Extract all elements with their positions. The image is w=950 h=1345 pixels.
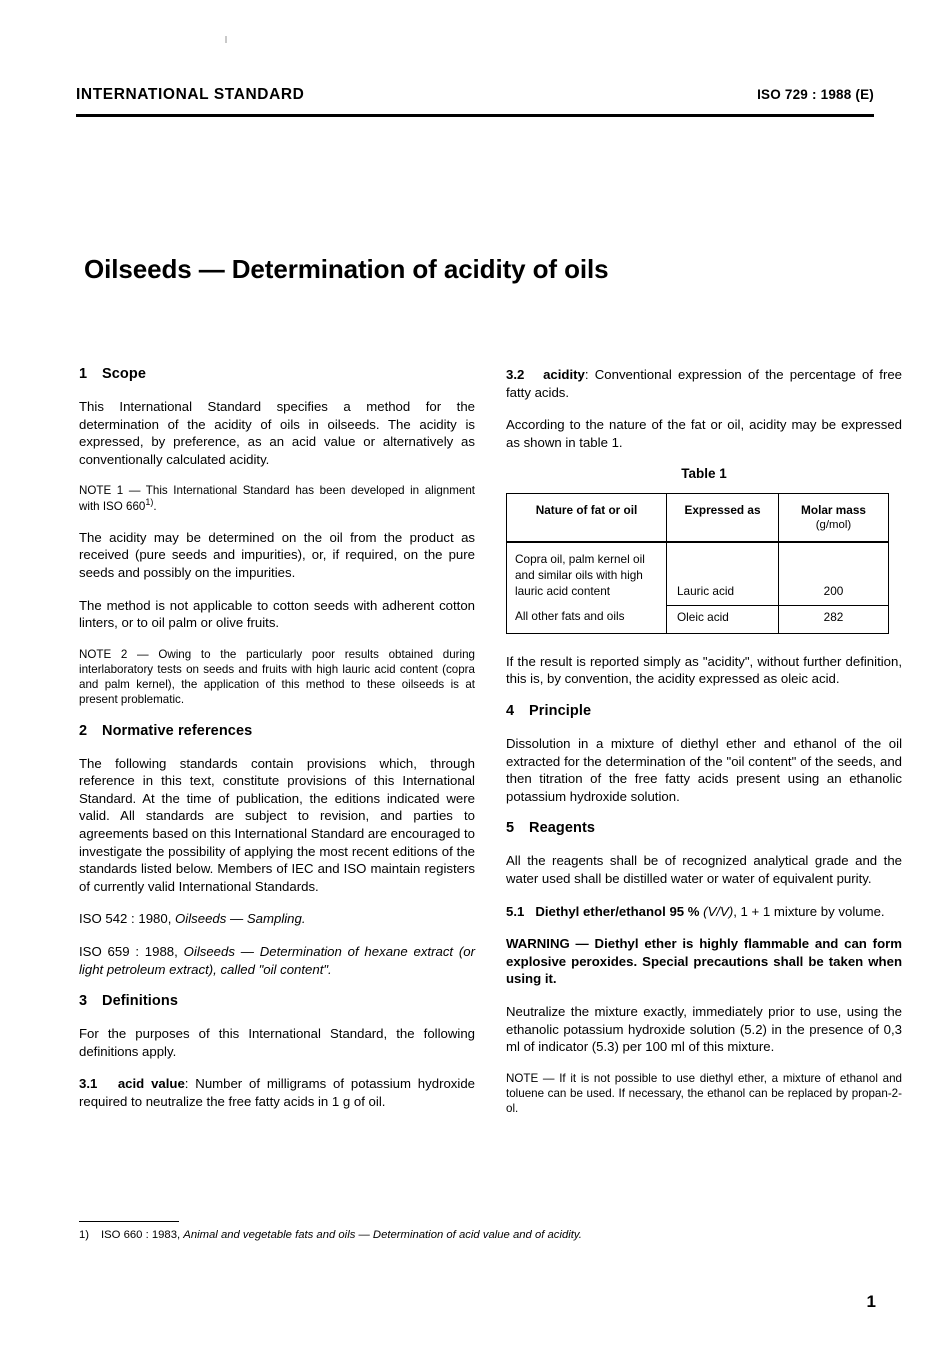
acidity-expression-table xyxy=(506,493,889,634)
table-header-expressed-as: Expressed as xyxy=(667,494,779,543)
definition-3-1-number: 3.1 xyxy=(79,1076,98,1092)
section-title-2: Normative references xyxy=(102,722,253,739)
table-caption: Table 1 xyxy=(681,466,727,482)
left-column xyxy=(79,366,475,1110)
section-heading-reagents xyxy=(506,820,902,836)
reference-iso-542 xyxy=(79,910,475,928)
section-heading-normative-references xyxy=(79,723,475,739)
section-heading-definitions xyxy=(79,993,475,1009)
definition-3-2 xyxy=(506,366,902,401)
right-column xyxy=(506,366,902,1116)
section-title-4: Principle xyxy=(529,703,592,720)
scope-paragraph-2: The acidity may be determined on the oil from the product as received (pure seeds and impurities), or, if required, on the pure seeds and possibly on the impurities. xyxy=(79,529,475,580)
definition-3-1-text: : Number of milligrams of potassium hydroxide required to neutralize the free fatty acids in 1 g of oil. xyxy=(79,1076,475,1109)
ref1-title: Oilseeds — Sampling. xyxy=(175,911,306,927)
reagents-note: NOTE — If it is not possible to use diethyl ether, a mixture of ethanol and toluene can be used. If necessary, the ethanol can be replaced by propan-2-ol. xyxy=(506,1071,902,1116)
definitions-intro: For the purposes of this International Standard, the following definitions apply. xyxy=(79,1026,475,1059)
ref2-number: ISO 659 : 1988, xyxy=(79,943,184,959)
note1-text: NOTE 1 — This International Standard has been developed in alignment with ISO 660 xyxy=(79,484,475,513)
table-cell-nature-2: All other fats and oils xyxy=(507,605,667,633)
scope-note-2: NOTE 2 — Owing to the particularly poor results obtained during interlaboratory tests on seeds and fruits with high lauric acid content (copra and palm kernel), the application of this method to these oilseeds is at present problematic. xyxy=(79,647,475,707)
footnote-reference-number: ISO 660 : 1983, xyxy=(101,1229,184,1241)
reagents-intro: All the reagents shall be of recognized analytical grade and the water used shall be distilled water or water of equivalent purity. xyxy=(506,853,902,887)
section-title-3: Definitions xyxy=(102,993,179,1010)
definition-3-1-term: acid value xyxy=(117,1076,185,1092)
definition-3-2-number: 3.2 xyxy=(506,367,525,382)
reagent-5-1-vv: (V/V) xyxy=(703,903,734,919)
page-title: Oilseeds — Determination of acidity of oils xyxy=(84,254,609,285)
table-cell-expressed-1: Lauric acid xyxy=(667,542,779,605)
section-number-4: 4 xyxy=(506,703,515,720)
normative-references-paragraph: The following standards contain provisions which, through reference in this text, constitute provisions of this International Standard. At the time of publication, the editions indicated were valid. All standards are subject to revision, and parties to agreements based on this International Standard are encouraged to investigate the possibility of applying the most recent editions of the standards listed below. Members of IEC and ISO maintain registers of currently valid International Standards. xyxy=(79,755,475,894)
table-cell-molarmass-2: 282 xyxy=(779,605,889,633)
table-header-nature: Nature of fat or oil xyxy=(507,494,667,543)
header-standard-number: ISO 729 : 1988 (E) xyxy=(757,87,874,102)
principle-paragraph: Dissolution in a mixture of diethyl ether and ethanol of the oil extracted for the determination of the "oil content" of the seeds, and then titration of the free fatty acids present using an ethanolic potassium hydroxide solution. xyxy=(506,736,902,804)
footnote-reference-title: Animal and vegetable fats and oils — Determination of acid value and of acidity. xyxy=(183,1229,582,1241)
table-header-molar-mass-unit: (g/mol) xyxy=(815,519,852,532)
table-cell-expressed-2: Oleic acid xyxy=(667,605,779,633)
reagent-5-1-number: 5.1 xyxy=(506,903,525,919)
warning-paragraph: WARNING — Diethyl ether is highly flammable and can form explosive peroxides. Special precautions shall be taken when using it. xyxy=(506,936,902,987)
table-header-molar-mass-label: Molar mass xyxy=(801,503,866,518)
section-title-1: Scope xyxy=(102,366,147,382)
footnote-marker-inline: 1) xyxy=(145,496,154,507)
scope-note-1 xyxy=(79,483,475,513)
table-row xyxy=(507,542,889,605)
if-result-reported-paragraph: If the result is reported simply as "acidity", without further definition, this is, by convention, the acidity expressed as oleic acid. xyxy=(506,653,902,687)
note1-period: . xyxy=(153,499,157,513)
definition-3-1 xyxy=(79,1075,475,1110)
page-number: 1 xyxy=(866,1292,876,1311)
section-number-2: 2 xyxy=(79,722,88,739)
header-rule xyxy=(76,114,874,117)
page-header xyxy=(76,86,874,104)
definition-3-2-term: acidity xyxy=(543,367,585,382)
footnote-marker: 1) xyxy=(79,1229,90,1241)
reagent-5-1-term: Diethyl ether/ethanol 95 % xyxy=(535,903,700,919)
footnote xyxy=(79,1228,874,1243)
definition-3-2-text: : Conventional expression of the percentage of free fatty acids. xyxy=(506,367,903,400)
neutralize-paragraph: Neutralize the mixture exactly, immediately prior to use, using the ethanolic potassium hydroxide solution (5.2) in the presence of 0,3 ml of indicator (5.3) per 100 ml of this mixture. xyxy=(506,1004,902,1055)
section-number-3: 3 xyxy=(79,993,88,1010)
section-number-1: 1 xyxy=(79,366,88,382)
scope-paragraph-1: This International Standard specifies a method for the determination of the acidity of oils in oilseeds. The acidity is expressed, by preference, as an acid value or alternatively as conventionally calculated acidity. xyxy=(79,399,475,467)
table-cell-nature-1: Copra oil, palm kernel oil and similar oils with high lauric acid content xyxy=(507,542,667,605)
footnote-separator xyxy=(79,1221,179,1222)
table-header-molar-mass xyxy=(779,494,889,543)
section-number-5: 5 xyxy=(506,820,515,837)
table-cell-molarmass-1: 200 xyxy=(779,542,889,605)
section-heading-principle xyxy=(506,703,902,719)
header-standard-label: INTERNATIONAL STANDARD xyxy=(76,86,305,103)
table-row xyxy=(507,605,889,633)
scope-paragraph-3: The method is not applicable to cotton seeds with adherent cotton linters, or to oil palm or olive fruits. xyxy=(79,597,475,631)
scan-artifact xyxy=(225,36,227,43)
section-title-5: Reagents xyxy=(529,820,596,837)
table-header-row xyxy=(507,494,889,543)
according-to-nature-paragraph: According to the nature of the fat or oil, acidity may be expressed as shown in table 1. xyxy=(506,417,902,450)
reference-iso-659 xyxy=(79,943,475,978)
ref2-title: Oilseeds — Determination of hexane extract (or light petroleum extract), called "oil content". xyxy=(79,943,476,977)
reagent-5-1-rest: , 1 + 1 mixture by volume. xyxy=(733,903,885,919)
reagent-5-1 xyxy=(506,903,902,921)
section-heading-scope xyxy=(79,366,475,382)
ref1-number: ISO 542 : 1980, xyxy=(79,911,176,927)
